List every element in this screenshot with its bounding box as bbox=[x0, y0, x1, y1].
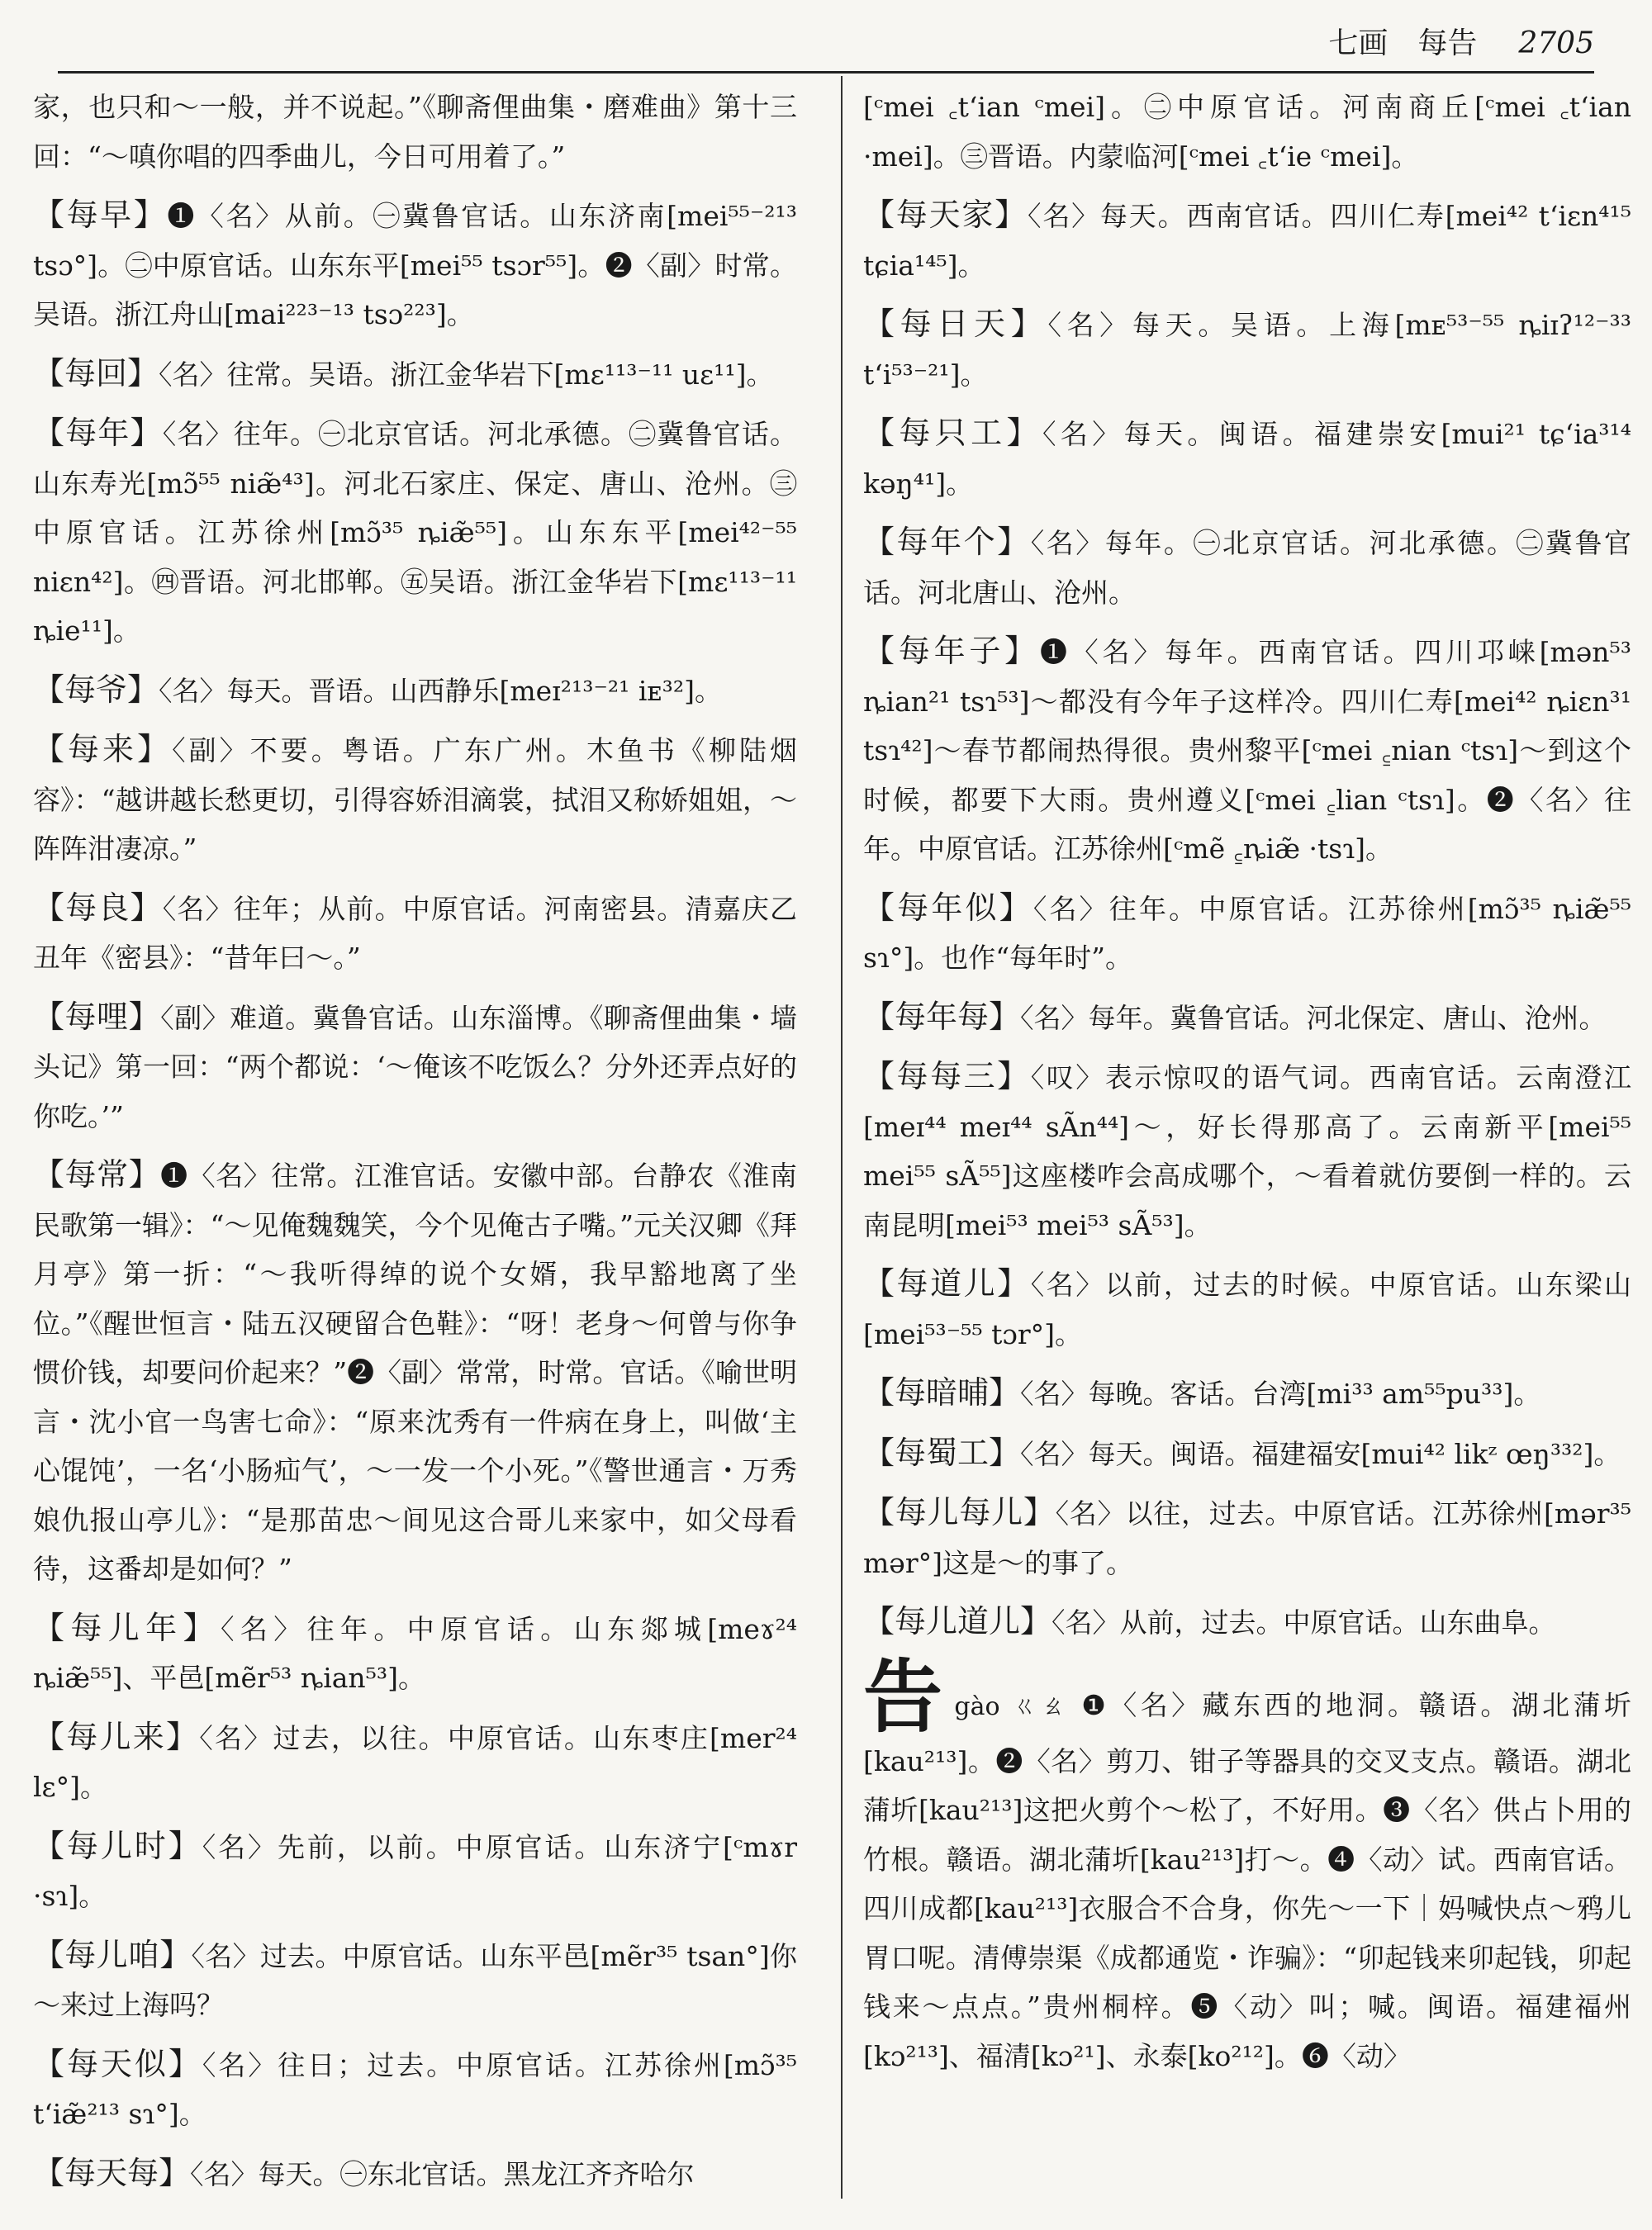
entry bbox=[33, 1931, 797, 2030]
character-definition: ❶〈名〉藏东西的地洞。赣语。湖北蒲圻[kau²¹³]。❷〈名〉剪刀、钳子等器具的交叉支点。赣语。湖北蒲圻[kau²¹³]这把火剪个～松了，不好用。❸〈名〉供占卜用的竹根。赣语。湖北蒲圻[kau²¹³]打～。❹〈动〉试。西南官话。四川成都[kau²¹³]衣服合不合身，你先～一下｜妈喊快点～鸦儿胃口呢。清傅崇渠《成都通览・诈骗》：“卯起钱来卯起钱，卯起钱来～点点。”贵州桐梓。❺〈动〉叫；喊。闽语。福建福州[kɔ²¹³]、福清[kɔ²¹]、永泰[ko²¹²]。❻〈动〉 bbox=[863, 1688, 1631, 2072]
entry-headword: 【每回】 bbox=[33, 354, 159, 391]
entry-headword: 【每哩】 bbox=[33, 998, 161, 1035]
entry-text: 〈副〉难道。冀鲁官话。山东淄博。《聊斋俚曲集・墙头记》第一回：“两个都说：‘～俺该不吃饭么？分外还弄点好的你吃。’” bbox=[33, 1001, 797, 1132]
entry-text: 〈名〉往年。中原官话。山东郯城[meɤ²⁴ ȵiæ̃⁵⁵]、平邑[mẽr⁵³ ȵian⁵³]。 bbox=[33, 1612, 797, 1694]
entry bbox=[863, 1052, 1631, 1250]
entry-headword: 【每儿时】 bbox=[33, 1827, 202, 1864]
entry bbox=[33, 1822, 797, 1921]
column-divider bbox=[841, 76, 843, 2199]
header-text bbox=[1328, 23, 1594, 64]
character-headword: 告 bbox=[863, 1649, 947, 1744]
entry-text: 〈名〉每晚。客话。台湾[mi³³ am⁵⁵pu³³]。 bbox=[1020, 1378, 1541, 1410]
entry bbox=[33, 1151, 797, 1594]
character-zhuyin: ㄍㄠ bbox=[1012, 1691, 1070, 1721]
entry bbox=[863, 627, 1631, 874]
entry bbox=[33, 1604, 797, 1703]
entry-headword: 【每早】 bbox=[33, 197, 168, 233]
entry bbox=[33, 884, 797, 983]
entry-headword: 【每年每】 bbox=[863, 998, 1021, 1035]
entry-text: 〈名〉每天。西南官话。四川仁寿[mei⁴² tʻiɛn⁴¹⁵ tɕia¹⁴⁵]。 bbox=[863, 200, 1631, 282]
page-number: 2705 bbox=[1518, 26, 1594, 60]
entry-text: 〈名〉以往，过去。中原官话。江苏徐州[mər³⁵ mər°]这是～的事了。 bbox=[863, 1497, 1631, 1579]
character-pinyin: gào bbox=[954, 1691, 1000, 1721]
entry-text: 〈名〉每天。㊀东北官话。黑龙江齐齐哈尔 bbox=[190, 2157, 695, 2190]
entry bbox=[863, 300, 1631, 399]
page-header bbox=[58, 23, 1594, 74]
section-title: 七画 每告 bbox=[1328, 26, 1478, 60]
entry bbox=[33, 191, 797, 339]
entry bbox=[33, 1713, 797, 1812]
entry bbox=[33, 2040, 797, 2139]
entry-text: 〈名〉以前，过去的时候。中原官话。山东梁山[mei⁵³⁻⁵⁵ tɔr°]。 bbox=[863, 1269, 1631, 1350]
entry-headword: 【每儿咱】 bbox=[33, 1936, 192, 1973]
entry-headword: 【每天每】 bbox=[33, 2154, 191, 2191]
entry-text: 〈名〉先前，以前。中原官话。山东济宁[ᶜmɤr ·sɿ]。 bbox=[33, 1830, 797, 1912]
entry-text: 〈名〉每天。闽语。福建崇安[mui²¹ tɕʻia³¹⁴ kəŋ⁴¹]。 bbox=[863, 418, 1631, 500]
entry bbox=[33, 349, 797, 400]
entry-text: ❶〈名〉往常。江淮官话。安徽中部。台静农《淮南民歌第一辑》：“～见俺魏魏笑，今个见俺古子嘴。”元关汉卿《拜月亭》第一折：“～我听得绰的说个女婿，我早豁地离了坐位。”《醒世恒言・陆五汉硬留合色鞋》：“呀！老身～何曾与你争惯价钱，却要问价起来？”❷〈副〉常常，时常。官话。《喻世明言・沈小官一鸟害七命》：“原来沈秀有一件病在身上，叫做‘主心馄饨’，一名‘小肠疝气’，～一发一个小死。”《警世通言・万秀娘仇报山亭儿》：“是那苗忠～间见这合哥儿来家中，如父母看待，这番却是如何？” bbox=[33, 1160, 797, 1585]
entry-headword: 【每儿每儿】 bbox=[863, 1494, 1056, 1530]
character-entry bbox=[863, 1649, 1631, 2081]
entry-headword: 【每儿道儿】 bbox=[863, 1603, 1052, 1639]
entry-headword: 【每爷】 bbox=[33, 671, 159, 708]
entry bbox=[863, 191, 1631, 290]
entry bbox=[863, 1369, 1631, 1419]
entry-text: ❶〈名〉每年。西南官话。四川邛崃[mən⁵³ ȵian²¹ tsɿ⁵³]～都没有今年子这样冷。四川仁寿[mei⁴² ȵiɛn³¹ tsɿ⁴²]～春节都闹热得很。贵州黎平[ᶜmei ꜁nian ᶜtsɿ]～到这个时候，都要下大雨。贵州遵义[ᶜmei ꜁lian ᶜtsɿ]。❷〈名〉往年。中原官话。江苏徐州[ᶜmẽ ꜁ȵiæ̃ ·tsɿ]。 bbox=[863, 636, 1631, 865]
entry bbox=[863, 409, 1631, 508]
entry-headword: 【每天家】 bbox=[863, 197, 1028, 233]
entry bbox=[863, 518, 1631, 617]
entry-text: 〈名〉往日；过去。中原官话。江苏徐州[mɔ̃³⁵ tʻiæ̃²¹³ sɿ°]。 bbox=[33, 2048, 797, 2130]
entry bbox=[33, 409, 797, 656]
entry bbox=[863, 1260, 1631, 1359]
entry-continuation: [ᶜmei ꜀tʻian ᶜmei]。㊁中原官话。河南商丘[ᶜmei ꜀tʻian ·mei]。㊂晋语。内蒙临河[ᶜmei ꜀tʻie ᶜmei]。 bbox=[863, 91, 1631, 173]
entry-text: 〈叹〉表示惊叹的语气词。西南官话。云南澄江[meɪ⁴⁴ meɪ⁴⁴ sÃn⁴⁴]～，好长得那高了。云南新平[mei⁵⁵ mei⁵⁵ sÃ⁵⁵]这座楼咋会高成哪个，～看着就仿要倒一样的。云南昆明[mei⁵³ mei⁵³ sÃ⁵³]。 bbox=[863, 1061, 1631, 1241]
entry bbox=[33, 2149, 797, 2199]
entry-text: 〈名〉每年。㊀北京官话。河北承德。㊁冀鲁官话。河北唐山、沧州。 bbox=[863, 527, 1631, 609]
entry-headword: 【每来】 bbox=[33, 731, 173, 767]
entry-headword: 【每年】 bbox=[33, 415, 163, 451]
entry bbox=[863, 993, 1631, 1043]
entry bbox=[863, 1488, 1631, 1587]
entry-text: 〈名〉每天。吴语。上海[mᴇ⁵³⁻⁵⁵ ȵiɪʔ¹²⁻³³ tʻi⁵³⁻²¹]。 bbox=[863, 309, 1631, 391]
entry bbox=[33, 993, 797, 1141]
entry-continuation: 家，也只和～一般，并不说起。”《聊斋俚曲集・磨难曲》第十三回：“～嗔你唱的四季曲儿，今日可用着了。” bbox=[33, 91, 797, 173]
entry-headword: 【每常】 bbox=[33, 1156, 161, 1193]
entry bbox=[863, 1429, 1631, 1479]
entry-headword: 【每年子】 bbox=[863, 633, 1040, 669]
entry-text: 〈名〉每年。冀鲁官话。河北保定、唐山、沧州。 bbox=[1020, 1001, 1607, 1034]
entry-headword: 【每天似】 bbox=[33, 2045, 202, 2082]
entry-headword: 【每暗晡】 bbox=[863, 1374, 1021, 1411]
entry-text: 〈名〉过去。中原官话。山东平邑[mẽr³⁵ tsan°]你～来过上海吗？ bbox=[33, 1939, 797, 2021]
entry bbox=[863, 884, 1631, 983]
left-column bbox=[33, 83, 797, 2209]
entry-text: 〈名〉过去，以往。中原官话。山东枣庄[mer²⁴ lɛ°]。 bbox=[33, 1721, 797, 1803]
entry-headword: 【每年个】 bbox=[863, 524, 1031, 560]
entry-headword: 【每只工】 bbox=[863, 415, 1042, 451]
entry bbox=[863, 1597, 1631, 1648]
entry-headword: 【每每三】 bbox=[863, 1058, 1031, 1094]
entry bbox=[33, 666, 797, 716]
entry-text: 〈名〉从前，过去。中原官话。山东曲阜。 bbox=[1051, 1606, 1556, 1639]
entry-text: ❶〈名〉从前。㊀冀鲁官话。山东济南[mei⁵⁵⁻²¹³ tsɔ°]。㊁中原官话。山东东平[mei⁵⁵ tsɔr⁵⁵]。❷〈副〉时常。吴语。浙江舟山[mai²²³⁻¹³ tsɔ²²³]。 bbox=[33, 200, 797, 330]
entry-headword: 【每儿年】 bbox=[33, 1609, 221, 1646]
entry-headword: 【每儿来】 bbox=[33, 1718, 200, 1755]
entry-text: 〈名〉往年。中原官话。江苏徐州[mɔ̃³⁵ ȵiæ̃⁵⁵ sɿ°]。也作“每年时”。 bbox=[863, 892, 1631, 974]
entry-text: 〈名〉每天。晋语。山西静乐[meɪ²¹³⁻²¹ iᴇ³²]。 bbox=[159, 674, 722, 707]
entry-text: 〈名〉往年；从前。中原官话。河南密县。清嘉庆乙丑年《密县》：“昔年曰～。” bbox=[33, 892, 797, 974]
entry-text: 〈名〉每天。闽语。福建福安[mui⁴² likᶻ œŋ³³²]。 bbox=[1020, 1437, 1621, 1470]
entry-text: 〈副〉不要。粤语。广东广州。木鱼书《柳陆烟容》：“越讲越长愁更切，引得容娇泪滴裳，拭泪又称娇姐姐，～阵阵泔凄凉。” bbox=[33, 734, 797, 865]
entry-headword: 【每良】 bbox=[33, 889, 163, 926]
entry-headword: 【每道儿】 bbox=[863, 1265, 1031, 1302]
entry-headword: 【每蜀工】 bbox=[863, 1434, 1021, 1471]
entry-text: 〈名〉往常。吴语。浙江金华岩下[mɛ¹¹³⁻¹¹ uɛ¹¹]。 bbox=[159, 358, 774, 391]
right-column bbox=[863, 83, 1631, 2090]
entry-headword: 【每日天】 bbox=[863, 306, 1048, 342]
entry-headword: 【每年似】 bbox=[863, 889, 1033, 926]
entry bbox=[33, 725, 797, 874]
entry-text: 〈名〉往年。㊀北京官话。河北承德。㊁冀鲁官话。山东寿光[mɔ̃⁵⁵ niæ̃⁴³]。河北石家庄、保定、唐山、沧州。㊂中原官话。江苏徐州[mɔ̃³⁵ ȵiæ̃⁵⁵]。山东东平[mei⁴²⁻⁵⁵ niɛn⁴²]。㊃晋语。河北邯郸。㊄吴语。浙江金华岩下[mɛ¹¹³⁻¹¹ ȵie¹¹]。 bbox=[33, 418, 797, 647]
